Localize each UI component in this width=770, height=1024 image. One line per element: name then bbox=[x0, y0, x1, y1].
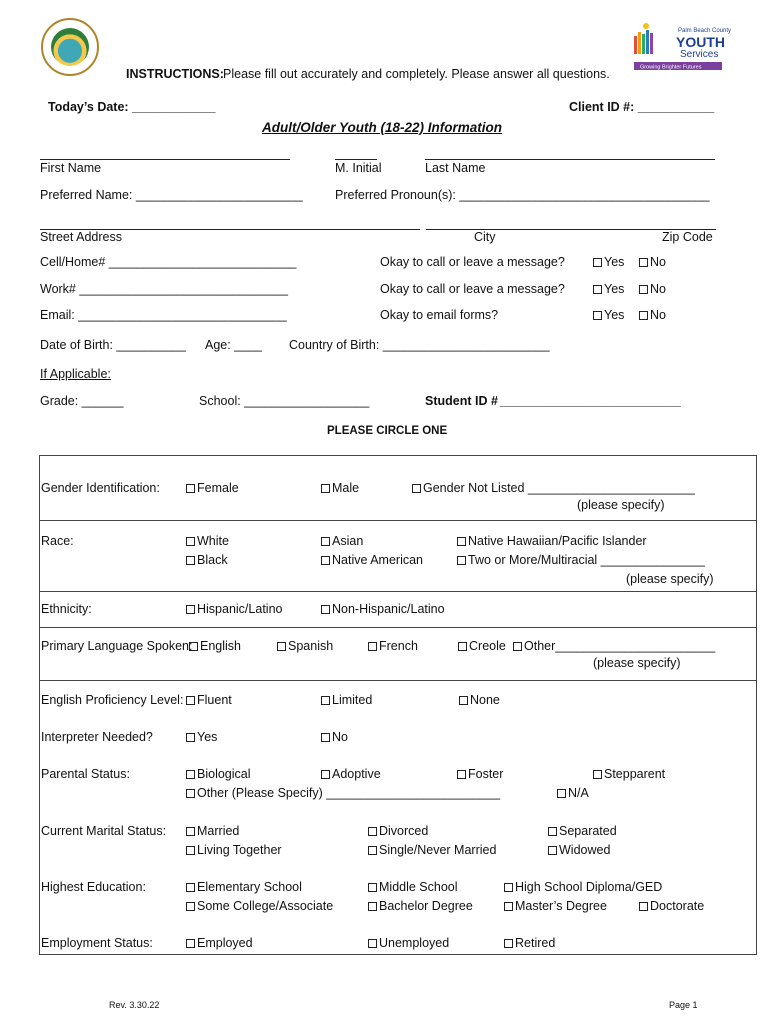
ok-call-1-no[interactable]: No bbox=[639, 255, 666, 269]
cell-home-field[interactable]: Cell/Home# ___________________________ bbox=[40, 255, 297, 269]
svg-text:YOUTH: YOUTH bbox=[676, 34, 725, 50]
parental-biological-option[interactable]: Biological bbox=[186, 767, 251, 781]
checkbox-icon bbox=[186, 537, 195, 546]
svg-text:Growing Brighter Futures: Growing Brighter Futures bbox=[640, 64, 702, 71]
checkbox-icon bbox=[186, 605, 195, 614]
marital-separated-option[interactable]: Separated bbox=[548, 824, 617, 838]
race-native-american-option[interactable]: Native American bbox=[321, 553, 423, 567]
checkbox-icon bbox=[368, 902, 377, 911]
email-field[interactable]: Email: ______________________________ bbox=[40, 308, 287, 322]
checkbox-icon bbox=[593, 770, 602, 779]
grade-field[interactable]: Grade: ______ bbox=[40, 394, 124, 408]
ok-call-question-1: Okay to call or leave a message? bbox=[380, 255, 565, 269]
instructions-text: Please fill out accurately and completely. Please answer all questions. bbox=[223, 67, 610, 81]
race-label: Race: bbox=[41, 534, 74, 548]
checkbox-icon bbox=[321, 537, 330, 546]
checkbox-icon bbox=[321, 484, 330, 493]
checkbox-icon bbox=[321, 556, 330, 565]
language-spanish-option[interactable]: Spanish bbox=[277, 639, 333, 653]
employment-unemployed-option[interactable]: Unemployed bbox=[368, 936, 449, 950]
race-white-option[interactable]: White bbox=[186, 534, 229, 548]
parental-foster-option[interactable]: Foster bbox=[457, 767, 503, 781]
checkbox-icon bbox=[186, 733, 195, 742]
ethnicity-non-hispanic-option[interactable]: Non-Hispanic/Latino bbox=[321, 602, 445, 616]
checkbox-icon bbox=[186, 556, 195, 565]
checkbox-icon bbox=[557, 789, 566, 798]
age-field[interactable]: Age: ____ bbox=[205, 338, 262, 352]
checkbox-icon bbox=[457, 556, 466, 565]
checkbox-icon bbox=[321, 770, 330, 779]
ok-call-question-2: Okay to call or leave a message? bbox=[380, 282, 565, 296]
education-high-school-option[interactable]: High School Diploma/GED bbox=[504, 880, 662, 894]
language-creole-option[interactable]: Creole bbox=[458, 639, 506, 653]
checkbox-icon bbox=[639, 902, 648, 911]
checkbox-icon bbox=[513, 642, 522, 651]
race-asian-option[interactable]: Asian bbox=[321, 534, 363, 548]
ok-call-2-no[interactable]: No bbox=[639, 282, 666, 296]
ok-call-2-yes[interactable]: Yes bbox=[593, 282, 624, 296]
ok-email-question: Okay to email forms? bbox=[380, 308, 499, 322]
middle-initial-input[interactable] bbox=[335, 159, 377, 160]
checkbox-icon bbox=[593, 311, 602, 320]
education-bachelor-option[interactable]: Bachelor Degree bbox=[368, 899, 473, 913]
parental-na-option[interactable]: N/A bbox=[557, 786, 589, 800]
marital-single-option[interactable]: Single/Never Married bbox=[368, 843, 496, 857]
education-middle-option[interactable]: Middle School bbox=[368, 880, 458, 894]
race-nhpi-option[interactable]: Native Hawaiian/Pacific Islander bbox=[457, 534, 647, 548]
checkbox-icon bbox=[321, 605, 330, 614]
marital-status-label: Current Marital Status: bbox=[41, 824, 167, 838]
gender-label: Gender Identification: bbox=[41, 481, 160, 495]
interpreter-no-option[interactable]: No bbox=[321, 730, 348, 744]
race-multiracial-option[interactable]: Two or More/Multiracial _______________ bbox=[457, 553, 705, 567]
ok-email-no[interactable]: No bbox=[639, 308, 666, 322]
language-other-option[interactable]: Other_______________________ bbox=[513, 639, 715, 653]
checkbox-icon bbox=[457, 537, 466, 546]
marital-widowed-option[interactable]: Widowed bbox=[548, 843, 610, 857]
checkbox-icon bbox=[459, 696, 468, 705]
proficiency-none-option[interactable]: None bbox=[459, 693, 500, 707]
parental-status-label: Parental Status: bbox=[41, 767, 130, 781]
marital-married-option[interactable]: Married bbox=[186, 824, 239, 838]
checkbox-icon bbox=[639, 285, 648, 294]
zip-code-label: Zip Code bbox=[662, 230, 713, 244]
education-label: Highest Education: bbox=[41, 880, 146, 894]
marital-living-together-option[interactable]: Living Together bbox=[186, 843, 282, 857]
last-name-label: Last Name bbox=[425, 161, 486, 175]
checkbox-icon bbox=[368, 883, 377, 892]
checkbox-icon bbox=[186, 827, 195, 836]
checkbox-icon bbox=[458, 642, 467, 651]
gender-not-listed-option[interactable]: Gender Not Listed ________________________ bbox=[412, 481, 695, 495]
street-address-label: Street Address bbox=[40, 230, 122, 244]
svg-text:Palm Beach County: Palm Beach County bbox=[678, 28, 732, 34]
checkbox-icon bbox=[186, 770, 195, 779]
parental-other-option[interactable]: Other (Please Specify) _________________________ bbox=[186, 786, 500, 800]
student-id-label: Student ID # bbox=[425, 394, 498, 408]
employment-retired-option[interactable]: Retired bbox=[504, 936, 555, 950]
checkbox-icon bbox=[504, 939, 513, 948]
page-number: Page 1 bbox=[669, 1000, 698, 1010]
checkbox-icon bbox=[593, 258, 602, 267]
employment-employed-option[interactable]: Employed bbox=[186, 936, 253, 950]
ethnicity-hispanic-option[interactable]: Hispanic/Latino bbox=[186, 602, 282, 616]
interpreter-label: Interpreter Needed? bbox=[41, 730, 153, 744]
checkbox-icon bbox=[186, 883, 195, 892]
checkbox-icon bbox=[368, 642, 377, 651]
checkbox-icon bbox=[548, 827, 557, 836]
interpreter-yes-option[interactable]: Yes bbox=[186, 730, 217, 744]
city-label: City bbox=[474, 230, 496, 244]
checkbox-icon bbox=[504, 902, 513, 911]
dob-field[interactable]: Date of Birth: __________ bbox=[40, 338, 186, 352]
please-specify-note: (please specify) bbox=[593, 656, 681, 670]
todays-date-field[interactable]: Today’s Date: ____________ bbox=[48, 100, 216, 114]
proficiency-limited-option[interactable]: Limited bbox=[321, 693, 372, 707]
education-elementary-option[interactable]: Elementary School bbox=[186, 880, 302, 894]
country-of-birth-field[interactable]: Country of Birth: ________________________ bbox=[289, 338, 550, 352]
checkbox-icon bbox=[639, 258, 648, 267]
ethnicity-label: Ethnicity: bbox=[41, 602, 92, 616]
checkbox-icon bbox=[593, 285, 602, 294]
client-id-field[interactable]: Client ID #: ___________ bbox=[569, 100, 715, 114]
form-title: Adult/Older Youth (18-22) Information bbox=[262, 120, 503, 135]
row-divider bbox=[39, 591, 757, 592]
preferred-pronouns-field[interactable]: Preferred Pronoun(s): ____________________________________ bbox=[335, 188, 710, 202]
parental-adoptive-option[interactable]: Adoptive bbox=[321, 767, 381, 781]
education-some-college-option[interactable]: Some College/Associate bbox=[186, 899, 333, 913]
checkbox-icon bbox=[457, 770, 466, 779]
employment-label: Employment Status: bbox=[41, 936, 153, 950]
language-label: Primary Language Spoken: bbox=[41, 639, 193, 653]
language-french-option[interactable]: French bbox=[368, 639, 418, 653]
gender-female-option[interactable]: Female bbox=[186, 481, 239, 495]
checkbox-icon bbox=[504, 883, 513, 892]
please-circle-one: PLEASE CIRCLE ONE bbox=[327, 425, 448, 437]
middle-initial-label: M. Initial bbox=[335, 161, 382, 175]
first-name-input[interactable] bbox=[40, 159, 290, 160]
youth-services-logo bbox=[634, 22, 732, 72]
student-id-input[interactable]: __________________________ bbox=[500, 394, 681, 408]
please-specify-note: (please specify) bbox=[577, 498, 665, 512]
language-english-option[interactable]: English bbox=[189, 639, 241, 653]
last-name-input[interactable] bbox=[425, 159, 715, 160]
proficiency-fluent-option[interactable]: Fluent bbox=[186, 693, 232, 707]
revision-label: Rev. 3.30.22 bbox=[109, 1000, 160, 1010]
checkbox-icon bbox=[321, 733, 330, 742]
row-divider bbox=[39, 680, 757, 681]
education-doctorate-option[interactable]: Doctorate bbox=[639, 899, 704, 913]
proficiency-label: English Proficiency Level: bbox=[41, 693, 184, 707]
row-divider bbox=[39, 520, 757, 521]
instructions-label: INSTRUCTIONS: bbox=[126, 67, 224, 81]
checkbox-icon bbox=[186, 484, 195, 493]
checkbox-icon bbox=[548, 846, 557, 855]
preferred-name-field[interactable]: Preferred Name: ________________________ bbox=[40, 188, 303, 202]
checkbox-icon bbox=[186, 939, 195, 948]
checkbox-icon bbox=[186, 789, 195, 798]
checkbox-icon bbox=[186, 696, 195, 705]
first-name-label: First Name bbox=[40, 161, 102, 175]
row-divider bbox=[39, 627, 757, 628]
education-master-option[interactable]: Master’s Degree bbox=[504, 899, 607, 913]
checkbox-icon bbox=[412, 484, 421, 493]
svg-text:Services: Services bbox=[680, 49, 719, 60]
checkbox-icon bbox=[189, 642, 198, 651]
palm-beach-county-seal-logo bbox=[41, 18, 99, 76]
ok-call-1-yes[interactable]: Yes bbox=[593, 255, 624, 269]
if-applicable-label: If Applicable: bbox=[40, 367, 111, 381]
checkbox-icon bbox=[186, 846, 195, 855]
checkbox-icon bbox=[277, 642, 286, 651]
marital-divorced-option[interactable]: Divorced bbox=[368, 824, 428, 838]
work-phone-field[interactable]: Work# ______________________________ bbox=[40, 282, 288, 296]
parental-stepparent-option[interactable]: Stepparent bbox=[593, 767, 665, 781]
race-black-option[interactable]: Black bbox=[186, 553, 228, 567]
checkbox-icon bbox=[186, 902, 195, 911]
school-field[interactable]: School: __________________ bbox=[199, 394, 370, 408]
checkbox-icon bbox=[368, 939, 377, 948]
gender-male-option[interactable]: Male bbox=[321, 481, 359, 495]
checkbox-icon bbox=[368, 846, 377, 855]
ok-email-yes[interactable]: Yes bbox=[593, 308, 624, 322]
please-specify-note: (please specify) bbox=[626, 572, 714, 586]
checkbox-icon bbox=[368, 827, 377, 836]
checkbox-icon bbox=[321, 696, 330, 705]
checkbox-icon bbox=[639, 311, 648, 320]
